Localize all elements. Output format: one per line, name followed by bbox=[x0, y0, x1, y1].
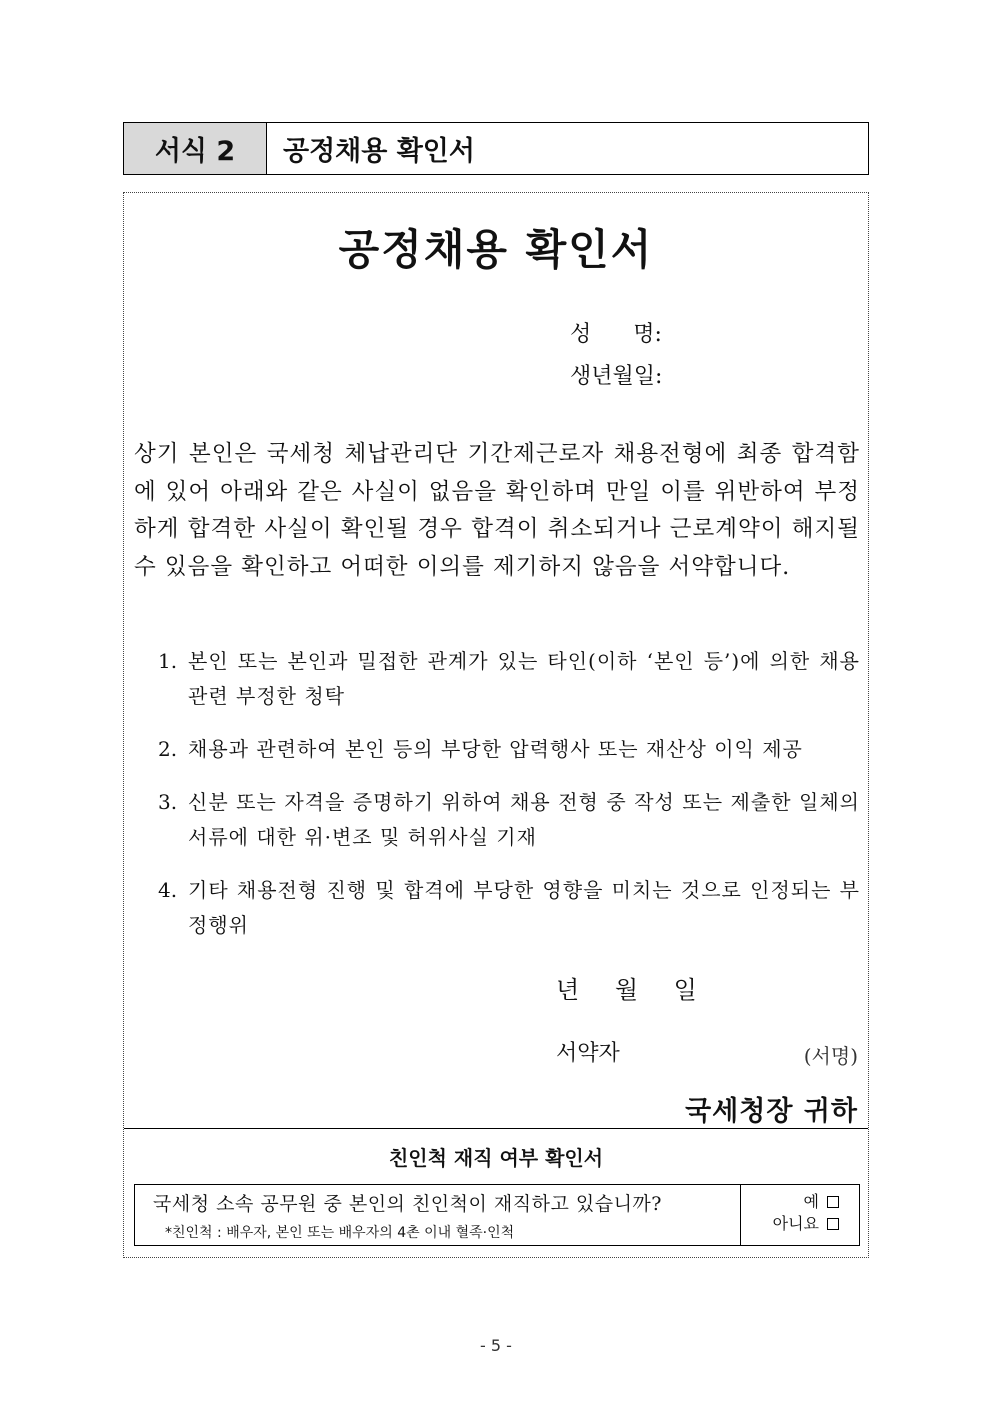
recipient: 국세청장 귀하 bbox=[685, 1096, 858, 1127]
list-item-number: 3. bbox=[158, 790, 178, 814]
document-title: 공정채용 확인서 bbox=[338, 225, 654, 274]
list-item-text: 채용과 관련하여 본인 등의 부당한 압력행사 또는 재산상 이익 제공 bbox=[188, 737, 803, 761]
relatives-section-title: 친인척 재직 여부 확인서 bbox=[388, 1146, 604, 1170]
document-frame bbox=[123, 192, 869, 1258]
list-item bbox=[158, 785, 860, 855]
list-item bbox=[158, 732, 860, 767]
list-item-number: 4. bbox=[158, 878, 178, 902]
yes-label: 예 bbox=[803, 1192, 819, 1211]
signature-mark: (서명) bbox=[803, 1044, 858, 1068]
form-number: 서식 2 bbox=[124, 123, 267, 174]
no-label: 아니요 bbox=[772, 1214, 819, 1233]
section-divider bbox=[124, 1128, 868, 1129]
yes-option bbox=[804, 1191, 839, 1213]
relatives-options bbox=[741, 1185, 859, 1245]
no-option bbox=[773, 1213, 839, 1235]
form-header bbox=[123, 122, 869, 175]
list-item bbox=[158, 873, 860, 943]
no-checkbox[interactable] bbox=[827, 1218, 839, 1230]
date-line: 년 월 일 bbox=[556, 976, 697, 1004]
list-item-number: 2. bbox=[158, 737, 178, 761]
violation-list bbox=[158, 644, 860, 961]
list-item-number: 1. bbox=[158, 649, 178, 673]
relatives-table bbox=[134, 1184, 860, 1246]
signer-label: 서약자 bbox=[556, 1041, 620, 1066]
list-item-text: 신분 또는 자격을 증명하기 위하여 채용 전형 중 작성 또는 제출한 일체의 서류에 대한 위·변조 및 허위사실 기재 bbox=[188, 790, 860, 849]
list-item-text: 기타 채용전형 진행 및 합격에 부당한 영향을 미치는 것으로 인정되는 부정행위 bbox=[188, 878, 860, 937]
list-item-text: 본인 또는 본인과 밀접한 관계가 있는 타인(이하 ‘본인 등’)에 의한 채용관련 부정한 청탁 bbox=[188, 649, 860, 708]
yes-checkbox[interactable] bbox=[827, 1196, 839, 1208]
list-item bbox=[158, 644, 860, 714]
form-header-title: 공정채용 확인서 bbox=[283, 136, 475, 167]
name-field-label: 성 명: bbox=[570, 322, 662, 347]
birthdate-field-label: 생년월일: bbox=[570, 364, 663, 389]
page-number: - 5 - bbox=[480, 1336, 512, 1355]
pledge-body: 상기 본인은 국세청 체납관리단 기간제근로자 채용전형에 최종 합격함에 있어 아래와 같은 사실이 없음을 확인하며 만일 이를 위반하여 부정하게 합격한 사실이 확인될 경우 합격이 취소되거나 근로계약이 해지될 수 있음을 확인하고 어떠한 이의를 제기하지 않음을 서약합니다. bbox=[134, 441, 860, 580]
relatives-question: 국세청 소속 공무원 중 본인의 친인척이 재직하고 있습니까? bbox=[153, 1193, 662, 1215]
relatives-question-cell bbox=[135, 1185, 741, 1245]
relatives-note: *친인척 : 배우자, 본인 또는 배우자의 4촌 이내 혈족·인척 bbox=[165, 1225, 515, 1241]
